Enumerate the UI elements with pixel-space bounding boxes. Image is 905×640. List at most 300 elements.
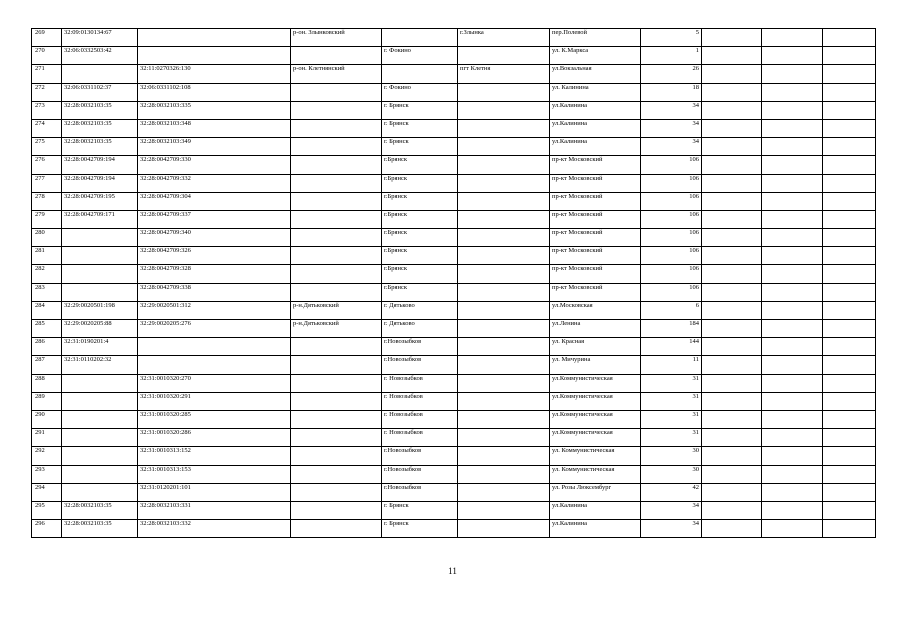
row-number-cell: 295 [32,501,62,519]
row-number-cell: 289 [32,392,62,410]
district-cell [291,447,382,465]
extra-cell-2 [762,247,823,265]
room-cadastral-number-cell: 32:28:0042709:326 [138,247,291,265]
extra-cell-3 [823,47,876,65]
settlement-cell [458,465,550,483]
room-cadastral-number-cell: 32:28:0042709:328 [138,265,291,283]
extra-cell-2 [762,192,823,210]
room-cadastral-number-cell: 32:31:0120201:101 [138,483,291,501]
street-cell: пр-кт Московский [550,283,641,301]
house-number-cell: 106 [641,247,702,265]
cadastral-number-cell: 32:28:0042709:194 [62,156,138,174]
table-row [32,320,876,338]
settlement-cell [458,501,550,519]
cadastral-number-cell: 32:28:0032103:35 [62,101,138,119]
extra-cell-3 [823,501,876,519]
room-cadastral-number-cell: 32:28:0042709:338 [138,283,291,301]
street-cell: ул.Калинина [550,138,641,156]
city-cell: г.Брянск [382,156,458,174]
extra-cell-3 [823,447,876,465]
house-number-cell: 30 [641,465,702,483]
settlement-cell [458,247,550,265]
cadastral-number-cell: 32:06:0332503:42 [62,47,138,65]
room-cadastral-number-cell [138,47,291,65]
cadastral-number-cell: 32:28:0042709:195 [62,192,138,210]
cadastral-number-cell [62,429,138,447]
extra-cell-1 [702,156,762,174]
extra-cell-3 [823,210,876,228]
street-cell: ул.Вокзальная [550,65,641,83]
extra-cell-3 [823,138,876,156]
extra-cell-3 [823,283,876,301]
city-cell: г. Новозыбков [382,392,458,410]
street-cell: ул.Калинина [550,101,641,119]
property-register-table [31,28,876,538]
extra-cell-1 [702,47,762,65]
room-cadastral-number-cell [138,338,291,356]
house-number-cell: 26 [641,65,702,83]
city-cell: г.Брянск [382,247,458,265]
city-cell: г. Фокино [382,47,458,65]
extra-cell-3 [823,156,876,174]
district-cell [291,392,382,410]
extra-cell-1 [702,119,762,137]
house-number-cell: 184 [641,320,702,338]
table-row [32,356,876,374]
house-number-cell: 34 [641,101,702,119]
district-cell [291,247,382,265]
settlement-cell [458,301,550,319]
room-cadastral-number-cell: 32:31:0010320:286 [138,429,291,447]
city-cell: г.Новозыбков [382,483,458,501]
city-cell: г.Брянск [382,210,458,228]
room-cadastral-number-cell: 32:28:0042709:337 [138,210,291,228]
row-number-cell: 296 [32,520,62,538]
table-row [32,174,876,192]
street-cell: ул.Московская [550,301,641,319]
extra-cell-1 [702,465,762,483]
settlement-cell [458,156,550,174]
street-cell: ул.Коммунистическая [550,392,641,410]
table-row [32,138,876,156]
street-cell: ул. К.Маркса [550,47,641,65]
row-number-cell: 278 [32,192,62,210]
house-number-cell: 11 [641,356,702,374]
city-cell: г. Новозыбков [382,374,458,392]
room-cadastral-number-cell: 32:28:0032103:331 [138,501,291,519]
table-row [32,210,876,228]
extra-cell-1 [702,501,762,519]
city-cell: г. Новозыбков [382,410,458,428]
settlement-cell [458,320,550,338]
room-cadastral-number-cell: 32:29:0020205:276 [138,320,291,338]
extra-cell-3 [823,174,876,192]
table-row [32,447,876,465]
table-row [32,429,876,447]
house-number-cell: 30 [641,447,702,465]
cadastral-number-cell: 32:31:0190201:4 [62,338,138,356]
extra-cell-3 [823,101,876,119]
house-number-cell: 106 [641,283,702,301]
house-number-cell: 106 [641,174,702,192]
cadastral-number-cell [62,229,138,247]
settlement-cell [458,265,550,283]
settlement-cell [458,229,550,247]
cadastral-number-cell [62,65,138,83]
row-number-cell: 281 [32,247,62,265]
settlement-cell [458,283,550,301]
extra-cell-2 [762,138,823,156]
table-body [32,29,876,538]
house-number-cell: 106 [641,210,702,228]
house-number-cell: 34 [641,520,702,538]
extra-cell-3 [823,247,876,265]
district-cell [291,83,382,101]
table-row [32,265,876,283]
settlement-cell [458,356,550,374]
district-cell [291,47,382,65]
city-cell: г. Брянск [382,520,458,538]
room-cadastral-number-cell: 32:28:0042709:340 [138,229,291,247]
room-cadastral-number-cell: 32:28:0042709:332 [138,174,291,192]
extra-cell-1 [702,138,762,156]
extra-cell-3 [823,119,876,137]
table-row [32,65,876,83]
extra-cell-3 [823,192,876,210]
house-number-cell: 31 [641,374,702,392]
extra-cell-2 [762,356,823,374]
district-cell [291,410,382,428]
city-cell: г. Брянск [382,501,458,519]
settlement-cell [458,483,550,501]
city-cell: г. Брянск [382,101,458,119]
district-cell [291,210,382,228]
district-cell [291,338,382,356]
street-cell: ул. Розы Люксембург [550,483,641,501]
extra-cell-3 [823,374,876,392]
row-number-cell: 279 [32,210,62,228]
settlement-cell [458,429,550,447]
extra-cell-3 [823,265,876,283]
settlement-cell [458,210,550,228]
district-cell [291,101,382,119]
city-cell: г.Брянск [382,192,458,210]
table-row [32,410,876,428]
settlement-cell [458,119,550,137]
row-number-cell: 271 [32,65,62,83]
city-cell [382,29,458,47]
street-cell: ул.Калинина [550,520,641,538]
room-cadastral-number-cell: 32:28:0042709:304 [138,192,291,210]
cadastral-number-cell [62,483,138,501]
extra-cell-1 [702,410,762,428]
cadastral-number-cell: 32:28:0042709:171 [62,210,138,228]
extra-cell-2 [762,320,823,338]
extra-cell-3 [823,429,876,447]
city-cell: г.Брянск [382,174,458,192]
room-cadastral-number-cell [138,29,291,47]
row-number-cell: 276 [32,156,62,174]
room-cadastral-number-cell: 32:28:0032103:332 [138,520,291,538]
street-cell: ул.Коммунистическая [550,374,641,392]
extra-cell-1 [702,483,762,501]
row-number-cell: 282 [32,265,62,283]
cadastral-number-cell: 32:31:0110202:32 [62,356,138,374]
extra-cell-1 [702,65,762,83]
extra-cell-3 [823,410,876,428]
table-row [32,192,876,210]
settlement-cell [458,138,550,156]
extra-cell-2 [762,392,823,410]
street-cell: ул.Калинина [550,501,641,519]
cadastral-number-cell: 32:28:0032103:35 [62,501,138,519]
extra-cell-2 [762,210,823,228]
table-row [32,101,876,119]
row-number-cell: 286 [32,338,62,356]
extra-cell-1 [702,283,762,301]
extra-cell-3 [823,229,876,247]
house-number-cell: 34 [641,119,702,137]
settlement-cell [458,174,550,192]
table-row [32,392,876,410]
row-number-cell: 277 [32,174,62,192]
room-cadastral-number-cell [138,356,291,374]
extra-cell-1 [702,374,762,392]
room-cadastral-number-cell: 32:28:0032103:348 [138,119,291,137]
extra-cell-2 [762,119,823,137]
row-number-cell: 292 [32,447,62,465]
settlement-cell [458,410,550,428]
extra-cell-2 [762,229,823,247]
house-number-cell: 106 [641,156,702,174]
extra-cell-2 [762,429,823,447]
row-number-cell: 287 [32,356,62,374]
district-cell [291,374,382,392]
extra-cell-1 [702,301,762,319]
room-cadastral-number-cell: 32:28:0032103:349 [138,138,291,156]
cadastral-number-cell: 32:28:0042709:194 [62,174,138,192]
street-cell: ул. Красная [550,338,641,356]
district-cell [291,192,382,210]
settlement-cell: г.Злынка [458,29,550,47]
row-number-cell: 288 [32,374,62,392]
city-cell: г. Брянск [382,138,458,156]
extra-cell-1 [702,520,762,538]
settlement-cell [458,392,550,410]
city-cell: г.Брянск [382,265,458,283]
settlement-cell [458,192,550,210]
extra-cell-2 [762,47,823,65]
extra-cell-1 [702,247,762,265]
house-number-cell: 34 [641,138,702,156]
city-cell [382,65,458,83]
city-cell: г.Новозыбков [382,447,458,465]
street-cell: пр-кт Московский [550,247,641,265]
house-number-cell: 42 [641,483,702,501]
extra-cell-3 [823,356,876,374]
extra-cell-2 [762,301,823,319]
row-number-cell: 275 [32,138,62,156]
extra-cell-1 [702,320,762,338]
table-row [32,465,876,483]
extra-cell-2 [762,447,823,465]
room-cadastral-number-cell: 32:28:0032103:335 [138,101,291,119]
extra-cell-2 [762,265,823,283]
house-number-cell: 106 [641,192,702,210]
district-cell [291,138,382,156]
house-number-cell: 34 [641,501,702,519]
cadastral-number-cell: 32:28:0032103:35 [62,119,138,137]
district-cell [291,465,382,483]
extra-cell-1 [702,392,762,410]
district-cell [291,356,382,374]
street-cell: ул. Коммунистическая [550,465,641,483]
extra-cell-1 [702,229,762,247]
table-row [32,520,876,538]
row-number-cell: 285 [32,320,62,338]
extra-cell-2 [762,338,823,356]
page-number: 11 [448,566,457,576]
extra-cell-1 [702,192,762,210]
house-number-cell: 31 [641,429,702,447]
cadastral-number-cell [62,247,138,265]
extra-cell-3 [823,83,876,101]
house-number-cell: 5 [641,29,702,47]
table-row [32,501,876,519]
street-cell: ул.Ленина [550,320,641,338]
extra-cell-1 [702,265,762,283]
extra-cell-1 [702,429,762,447]
district-cell: р-н.Дятьковский [291,320,382,338]
table-row [32,483,876,501]
extra-cell-1 [702,174,762,192]
district-cell [291,156,382,174]
settlement-cell [458,338,550,356]
extra-cell-3 [823,320,876,338]
house-number-cell: 6 [641,301,702,319]
row-number-cell: 270 [32,47,62,65]
house-number-cell: 106 [641,229,702,247]
row-number-cell: 290 [32,410,62,428]
street-cell: ул. Мичурина [550,356,641,374]
table-row [32,119,876,137]
cadastral-number-cell [62,283,138,301]
district-cell [291,483,382,501]
cadastral-number-cell [62,374,138,392]
table-row [32,301,876,319]
row-number-cell: 294 [32,483,62,501]
table-row [32,47,876,65]
city-cell: г.Брянск [382,283,458,301]
district-cell [291,429,382,447]
street-cell: ул. Коммунистическая [550,447,641,465]
city-cell: г. Новозыбков [382,429,458,447]
extra-cell-1 [702,101,762,119]
row-number-cell: 273 [32,101,62,119]
extra-cell-1 [702,29,762,47]
extra-cell-1 [702,210,762,228]
extra-cell-3 [823,338,876,356]
row-number-cell: 280 [32,229,62,247]
cadastral-number-cell [62,447,138,465]
city-cell: г. Дятьково [382,320,458,338]
city-cell: г.Новозыбков [382,356,458,374]
room-cadastral-number-cell: 32:31:0010313:153 [138,465,291,483]
row-number-cell: 293 [32,465,62,483]
cadastral-number-cell: 32:29:0020205:88 [62,320,138,338]
table-row [32,338,876,356]
street-cell: пр-кт Московский [550,174,641,192]
extra-cell-2 [762,83,823,101]
settlement-cell [458,520,550,538]
street-cell: пр-кт Московский [550,229,641,247]
house-number-cell: 31 [641,392,702,410]
cadastral-number-cell: 32:28:0032103:35 [62,520,138,538]
settlement-cell [458,374,550,392]
extra-cell-2 [762,156,823,174]
room-cadastral-number-cell: 32:28:0042709:330 [138,156,291,174]
city-cell: г. Брянск [382,119,458,137]
house-number-cell: 106 [641,265,702,283]
house-number-cell: 1 [641,47,702,65]
district-cell [291,520,382,538]
extra-cell-3 [823,520,876,538]
district-cell: р-он. Злынковский [291,29,382,47]
extra-cell-3 [823,29,876,47]
room-cadastral-number-cell: 32:31:0010320:285 [138,410,291,428]
extra-cell-2 [762,101,823,119]
street-cell: ул.Коммунистическая [550,429,641,447]
room-cadastral-number-cell: 32:31:0010320:270 [138,374,291,392]
cadastral-number-cell [62,265,138,283]
district-cell [291,229,382,247]
district-cell [291,501,382,519]
extra-cell-2 [762,65,823,83]
street-cell: пр-кт Московский [550,192,641,210]
district-cell [291,119,382,137]
extra-cell-2 [762,374,823,392]
city-cell: г.Новозыбков [382,338,458,356]
district-cell [291,174,382,192]
street-cell: ул.Коммунистическая [550,410,641,428]
row-number-cell: 284 [32,301,62,319]
street-cell: пер.Полевой [550,29,641,47]
cadastral-number-cell: 32:09:0130134:67 [62,29,138,47]
extra-cell-2 [762,29,823,47]
room-cadastral-number-cell: 32:29:0020501:312 [138,301,291,319]
table-row [32,156,876,174]
street-cell: ул. Калинина [550,83,641,101]
street-cell: пр-кт Московский [550,210,641,228]
street-cell: ул.Калинина [550,119,641,137]
cadastral-number-cell [62,410,138,428]
street-cell: пр-кт Московский [550,156,641,174]
settlement-cell [458,83,550,101]
city-cell: г.Новозыбков [382,465,458,483]
extra-cell-3 [823,392,876,410]
house-number-cell: 144 [641,338,702,356]
extra-cell-2 [762,410,823,428]
extra-cell-1 [702,83,762,101]
room-cadastral-number-cell: 32:31:0010320:291 [138,392,291,410]
district-cell [291,283,382,301]
house-number-cell: 31 [641,410,702,428]
extra-cell-2 [762,501,823,519]
district-cell [291,265,382,283]
room-cadastral-number-cell: 32:06:0331102:108 [138,83,291,101]
district-cell: р-он. Клетнянский [291,65,382,83]
extra-cell-1 [702,338,762,356]
